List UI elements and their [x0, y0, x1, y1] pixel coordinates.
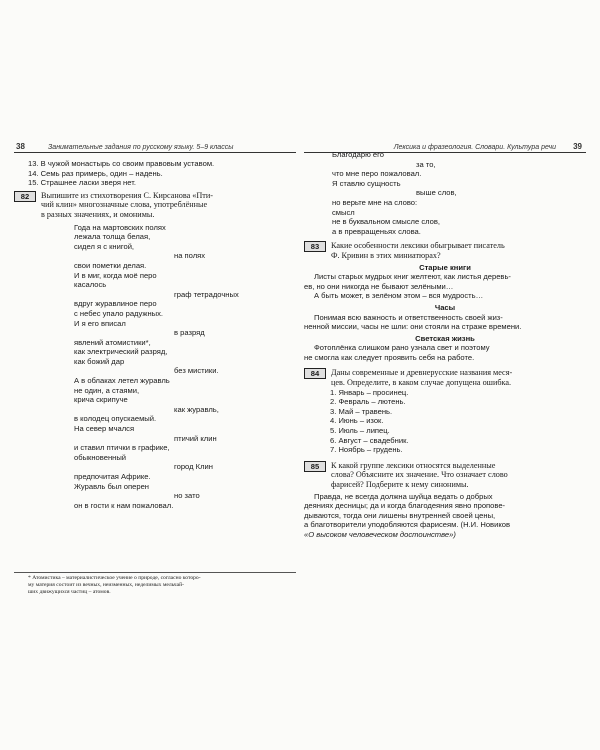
list-item: 2. Февраль – лютень. [330, 397, 406, 407]
task-82 [14, 191, 296, 220]
section-title: Часы [434, 302, 456, 312]
right-page [304, 140, 586, 600]
poem-line: свои пометки делая. [74, 260, 147, 270]
poem-line: И я его вписал [74, 318, 126, 328]
poem-line: в колодец опускаемый. [74, 414, 157, 424]
section-line: Понимая всю важность и ответственность своей жиз- [314, 312, 503, 322]
section-line: Фотоплёнка слишком рано узнала свет и поэтому [314, 343, 490, 353]
section-title: Светская жизнь [415, 333, 475, 343]
poem-line: И в миг, когда моё перо [74, 270, 157, 280]
section-title: Старые книги [419, 262, 471, 272]
poem-line: крича скрипуче [74, 395, 128, 405]
list-item: 15. Страшнее ласки зверя нет. [28, 178, 136, 188]
task-text-line: Ф. Кривин в этих миниатюрах? [331, 250, 441, 260]
list-item: 6. Август – свадебник. [330, 435, 409, 445]
left-running-header [14, 140, 296, 153]
right-running-title: Лексика и фразеология. Словари. Культура речи [393, 144, 556, 151]
task-text-line: в разных значениях, и омонимы. [41, 209, 155, 219]
poem-line: Я ставлю сущность [332, 178, 401, 188]
left-running-title: Занимательные задания по русскому языку. 5–9 классы [48, 144, 234, 151]
poem-line: но зато [174, 491, 200, 501]
list-item: 7. Ноябрь – грудень. [330, 445, 403, 455]
task-85 [304, 461, 586, 490]
proverb-list [14, 159, 296, 188]
list-item: 13. В чужой монастырь со своим правовым уставом. [28, 159, 215, 168]
footnote-line: му материя состоит из вечных, неизменных, неделимых мельчай- [28, 582, 184, 588]
poem-line: птичий клин [174, 433, 217, 443]
months-list [304, 388, 586, 455]
list-item: 5. Июль – липец. [330, 426, 390, 436]
poem-line: но верьте мне на слово: [332, 197, 418, 207]
left-page-number: 38 [16, 142, 25, 151]
section-line: А быть может, в зелёном этом – вся мудрость… [314, 291, 484, 301]
poem-line: обыкновенный [74, 452, 127, 462]
task-text-line: Даны современные и древнерусские названия меся- [331, 368, 513, 378]
poem-line: выше слов, [416, 188, 457, 198]
quote-line: дываются, тогда они лишены внутренней своей цены, [304, 510, 496, 520]
poem-line: не в буквальном смысле слов, [332, 217, 440, 227]
poem-line: с небес упало радужных. [74, 308, 164, 318]
quote-line: Правда, не всегда должна шуйца ведать о добрых [314, 491, 493, 501]
task-number-badge: 83 [304, 241, 326, 252]
poem-line: без мистики. [174, 366, 219, 376]
quote-source: «О высоком человеческом достоинстве») [304, 529, 456, 539]
quote-line: деяниях десницы; да и когда благодеяния явно пропове- [304, 501, 506, 511]
poem-continued [304, 150, 586, 236]
poem-line: лежала толща белая, [74, 232, 151, 242]
task-text-line: Какие особенности лексики обыгрывает писатель [331, 241, 505, 251]
task-number-badge: 85 [304, 461, 326, 472]
task-text-line: К какой группе лексики относятся выделенные [331, 460, 496, 470]
poem-line: А в облаках летел журавль [74, 376, 170, 386]
poem [14, 223, 296, 511]
task-text-line: Выпишите из стихотворения С. Кирсанова «Пти- [41, 190, 213, 200]
list-item: 4. Июнь – изок. [330, 416, 384, 426]
poem-line: вдруг журавлиное перо [74, 299, 157, 309]
task-84 [304, 368, 586, 387]
poem-line: Благодарю его [332, 150, 384, 159]
poem-line: как божий дар [74, 356, 125, 366]
poem-line: что мне перо пожаловал. [332, 169, 422, 179]
poem-line: предпочитая Африке. [74, 472, 151, 481]
task-number-badge: 82 [14, 191, 36, 202]
poem-line: Года на мартовских полях [74, 222, 166, 232]
task-83 [304, 241, 586, 260]
poem-line: он в гости к нам пожаловал. [74, 500, 174, 510]
poem-line: Журавль был оперен [74, 481, 149, 491]
poem-line: не один, а стаями, [74, 385, 140, 395]
right-page-number: 39 [573, 142, 582, 151]
poem-line: граф тетрадочных [174, 289, 239, 299]
poem-line: сидел я с книгой, [74, 241, 135, 251]
poem-line: смысл [332, 207, 355, 217]
poem-line: на полях [174, 251, 206, 261]
poem-line: как журавль, [174, 404, 219, 414]
task-text-line: фарисей? Подберите к нему синонимы. [331, 480, 469, 489]
section-line: ев, но они никогда не бывают зелёными… [304, 281, 454, 291]
footnote [14, 572, 296, 596]
footnote-line: * Атомистика – материалистическое учение о природе, согласно которо- [28, 575, 201, 581]
task-text-line: чий клин» многозначные слова, употреблённые [41, 200, 208, 210]
poem-line: в разряд [174, 328, 205, 338]
section-line: не смогла как следует проявить себя на работе. [304, 352, 475, 362]
left-page [14, 140, 296, 600]
list-item: 14. Семь раз примерь, один – надень. [28, 168, 163, 178]
task-number-badge: 84 [304, 368, 326, 379]
poem-line: явлений атомистики*, [74, 337, 151, 347]
quote-line: а благотворители уподобляются фарисеям. (Н.И. Новиков [304, 520, 510, 530]
poem-line: за то, [416, 159, 436, 169]
poem-line: а в превращеньях слова. [332, 226, 421, 236]
footnote-line: ших движущихся частиц – атомов. [28, 589, 111, 595]
poem-line: касалось [74, 280, 107, 290]
list-item: 3. Май – травень. [330, 406, 393, 416]
list-item: 1. Январь – просинец. [330, 387, 409, 397]
poem-line: город Клин [174, 462, 213, 472]
task-text-line: слова? Объясните их значение. Что означает слово [331, 470, 508, 480]
task-text-line: цев. Определите, в каком случае допущена ошибка. [331, 378, 512, 388]
section-line: Листы старых мудрых книг желтеют, как листья деревь- [314, 272, 511, 282]
poem-line: На север мчался [74, 424, 135, 434]
poem-line: как электрический разряд, [74, 347, 168, 357]
poem-line: и ставил птички в графике, [74, 443, 170, 453]
section-line: ненной миссии, часы не шли: они стояли на страже времени. [304, 322, 522, 332]
